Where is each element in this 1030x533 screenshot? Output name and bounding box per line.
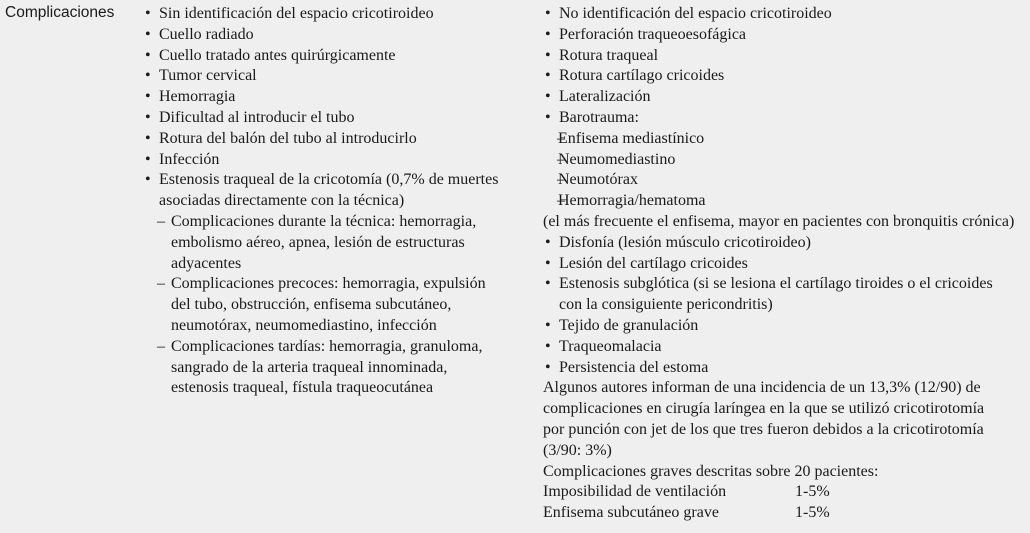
text-line: con la consiguiente pericondritis) <box>559 296 773 314</box>
table-cell-label: Imposibilidad de ventilación <box>543 483 727 501</box>
list-item: • Rotura traqueal <box>543 46 1030 67</box>
left-bullet-list <box>143 4 538 212</box>
sub-list-item <box>543 150 1030 171</box>
barotrauma-sub-list <box>543 129 1030 212</box>
text-line: Neumotórax <box>558 171 638 189</box>
list-item: • Perforación traqueoesofágica <box>543 25 1030 46</box>
list-item-subglottic <box>543 274 1030 316</box>
text-line: adyacentes <box>171 254 242 272</box>
list-item: • Rotura cartílago cricoides <box>543 66 1030 87</box>
text-line: • Estenosis traqueal de la cricotomía (0,7% de muertes <box>159 171 499 189</box>
text-line: Hemorragia/hematoma <box>558 192 706 210</box>
text-line: Algunos autores informan de una incidencia de un 13,3% (12/90) de <box>543 379 981 397</box>
list-item: • Rotura del balón del tubo al introducirlo <box>143 129 538 150</box>
sub-list-item <box>143 337 538 399</box>
text-line: sangrado de la arteria traqueal innominada, <box>171 358 448 376</box>
table-cell-value: 1-5% <box>795 504 830 522</box>
list-item: • Tejido de granulación <box>543 316 1030 337</box>
sub-list-item <box>543 170 1030 191</box>
severe-complications-table <box>543 482 1030 524</box>
barotrauma-note: (el más frecuente el enfisema, mayor en pacientes con bronquitis crónica) <box>543 212 1015 230</box>
text-line: • Estenosis subglótica (si se lesiona el cartílago tiroides o el cricoides <box>559 275 993 293</box>
text-line: Neumomediastino <box>558 150 676 168</box>
list-item: • Infección <box>143 150 538 171</box>
text-line: Enfisema mediastínico <box>558 129 705 147</box>
list-item: • Cuello radiado <box>143 25 538 46</box>
text-line: del tubo, obstrucción, enfisema subcutáneo, <box>171 296 452 314</box>
left-column <box>143 4 538 399</box>
list-item: • Dificultad al introducir el tubo <box>143 108 538 129</box>
list-item: • No identificación del espacio cricotiroideo <box>543 4 1030 25</box>
text-line: – Complicaciones precoces: hemorragia, expulsión <box>171 275 486 293</box>
right-bullet-list-2 <box>543 233 1030 379</box>
text-line: embolismo aéreo, apnea, lesión de estructuras <box>171 233 465 251</box>
sub-list-item <box>143 212 538 274</box>
text-line: complicaciones en cirugía laríngea en la que se utilizó cricotirotomía <box>543 400 985 418</box>
table-cell-label: Enfisema subcutáneo grave <box>543 504 719 522</box>
table-cell-value: 1-5% <box>795 483 830 501</box>
list-item: • Barotrauma: <box>543 108 1030 129</box>
table-row <box>543 503 1030 524</box>
list-item: • Tumor cervical <box>143 66 538 87</box>
list-item: • Persistencia del estoma <box>543 358 1030 379</box>
sub-list-item <box>543 191 1030 212</box>
text-line: por punción con jet de los que tres fueron debidos a la cricotirotomía <box>543 420 984 438</box>
text-line: – Complicaciones tardías: hemorragia, granuloma, <box>171 337 483 355</box>
incidence-paragraph <box>543 378 1030 482</box>
text-line: (3/90: 3%) <box>543 441 612 459</box>
list-item: • Hemorragia <box>143 87 538 108</box>
list-item: • Lesión del cartílago cricoides <box>543 254 1030 275</box>
text-line: Complicaciones graves descritas sobre 20 pacientes: <box>543 462 879 480</box>
text-line: – Complicaciones durante la técnica: hemorragia, <box>171 212 477 230</box>
list-item: • Traqueomalacia <box>543 337 1030 358</box>
sub-list-item <box>143 274 538 336</box>
row-label: Complicaciones <box>5 4 115 21</box>
text-line: neumotórax, neumomediastino, infección <box>171 316 437 334</box>
list-item: • Lateralización <box>543 87 1030 108</box>
table-row <box>543 482 1030 503</box>
list-item: • Sin identificación del espacio cricotiroideo <box>143 4 538 25</box>
list-item-stenosis <box>143 170 538 212</box>
left-sub-list <box>143 212 538 399</box>
sub-list-item <box>543 129 1030 150</box>
list-item: • Disfonía (lesión músculo cricotiroideo) <box>543 233 1030 254</box>
right-column <box>543 4 1030 524</box>
right-bullet-list <box>543 4 1030 129</box>
list-item: • Cuello tratado antes quirúrgicamente <box>143 46 538 67</box>
text-line: asociadas directamente con la técnica) <box>159 192 405 210</box>
text-line: estenosis traqueal, fístula traqueocutánea <box>171 379 434 397</box>
